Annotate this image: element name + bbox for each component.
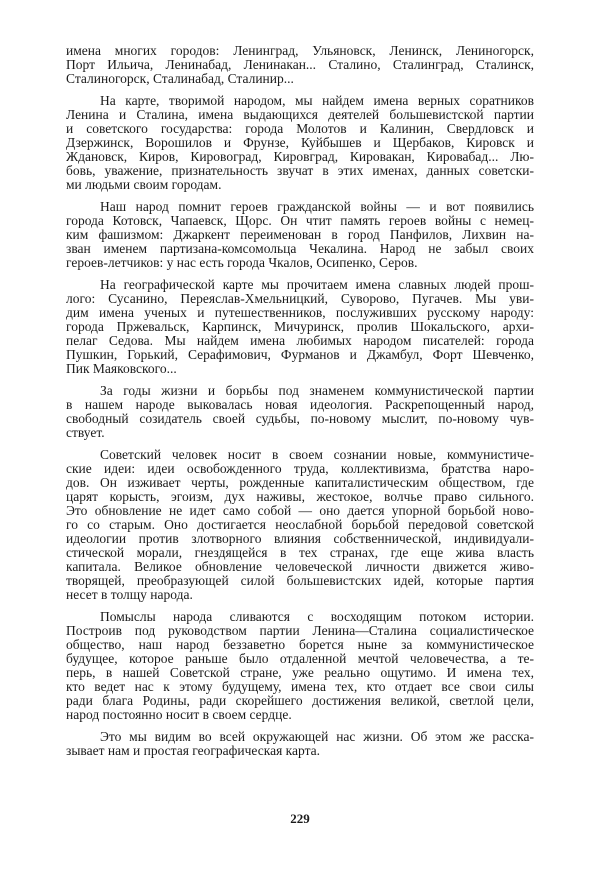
- text-line: общество, наш народ беззаветно борется ныне за коммунистическое: [66, 637, 534, 652]
- text-line: творящей, преобразующей силой большевистских идей, которые партия: [66, 573, 534, 588]
- text-line: ствует.: [66, 425, 105, 440]
- text-line: На карте, творимой народом, мы найдем имена верных соратников: [100, 93, 534, 108]
- text-line: несет в толщу народа.: [66, 587, 193, 602]
- text-line: зывает нам и простая географическая карта.: [66, 743, 321, 758]
- text-line: Построив под руководством партии Ленина—Сталина социалистическое: [66, 623, 534, 638]
- text-line: ким фашизмом: Джаркент переименован в город Панфилов, Лихвин на-: [66, 227, 534, 242]
- text-line: Ждановск, Киров, Кировоград, Кировград, Кировакан, Кировабад... Лю-: [66, 149, 534, 164]
- text-line: кто ведет нас к этому будущему, имена тех, кто отдает все свои силы: [66, 679, 534, 694]
- text-line: За годы жизни и борьбы под знаменем коммунистической партии: [100, 383, 534, 398]
- paragraph: [66, 448, 534, 602]
- text-line: героев-летчиков: у нас есть города Чкалов, Осипенко, Серов.: [66, 255, 418, 270]
- text-line: Порт Ильича, Ленинабад, Ленинакан... Сталино, Сталинград, Сталинск,: [66, 57, 534, 72]
- page-body-text: [66, 44, 534, 766]
- text-line: зван именем партизана-комсомольца Чекалина. Народ не забыл своих: [66, 241, 534, 256]
- text-line: и советского государства: города Молотов и Калинин, Свердловск и: [66, 121, 534, 136]
- paragraph: [66, 94, 534, 192]
- text-line: бовь, уважение, признательность звучат в этих именах, данных советски-: [66, 163, 534, 178]
- text-line: ми людьми своим городам.: [66, 177, 222, 192]
- text-line: капитала. Великое обновление человеческой личности движется живо-: [66, 559, 534, 574]
- paragraph: [66, 200, 534, 270]
- paragraph: [66, 384, 534, 440]
- text-line: народ постоянно носит в своем сердце.: [66, 707, 292, 722]
- text-line: Дзержинск, Ворошилов и Фрунзе, Куйбышев и Щербаков, Кировск и: [66, 135, 534, 150]
- text-line: Это обновление не идет само собой — оно дается упорной борьбой ново-: [66, 503, 534, 518]
- paragraph: [66, 44, 534, 86]
- text-line: На географической карте мы прочитаем имена славных людей прош-: [100, 277, 534, 292]
- text-line: Это мы видим во всей окружающей нас жизни. Об этом же расска-: [100, 729, 534, 744]
- text-line: дим имена ученых и путешественников, послуживших русскому народу:: [66, 305, 534, 320]
- text-line: царят корысть, эгоизм, дух наживы, жестокое, волчье право сильного.: [66, 489, 534, 504]
- text-line: перь, в нашей Советской стране, уже реально ощутимо. И имена тех,: [66, 665, 534, 680]
- text-line: лого: Сусанино, Переяслав-Хмельницкий, Суворово, Пугачев. Мы уви-: [66, 291, 534, 306]
- text-line: стической морали, гнездящейся в тех странах, где еще жива власть: [66, 545, 534, 560]
- text-line: города Котовск, Чапаевск, Щорс. Он чтит память героев войны с немец-: [66, 213, 534, 228]
- text-line: Советский человек носит в своем сознании новые, коммунистиче-: [100, 447, 534, 462]
- text-line: свободный созидатель своей судьбы, по-новому мыслит, по-новому чув-: [66, 411, 534, 426]
- text-line: Наш народ помнит героев гражданской войны — и вот появились: [100, 199, 534, 214]
- text-line: идеологии против злотворного влияния собственнической, индивидуали-: [66, 531, 534, 546]
- text-line: в нашем народе выковалась новая идеология. Раскрепощенный народ,: [66, 397, 534, 412]
- text-line: Помыслы народа сливаются с восходящим потоком истории.: [100, 609, 534, 624]
- text-line: пелаг Седова. Мы найдем имена любимых народом писателей: города: [66, 333, 534, 348]
- text-line: имена многих городов: Ленинград, Ульяновск, Ленинск, Лениногорск,: [66, 43, 534, 58]
- paragraph: [66, 610, 534, 722]
- text-line: Пик Маяковского...: [66, 361, 177, 376]
- text-line: го со старым. Оно достигается неослабной борьбой передовой советской: [66, 517, 534, 532]
- page-number: 229: [290, 811, 310, 826]
- text-line: Пушкин, Горький, Серафимович, Фурманов и Джамбул, Форт Шевченко,: [66, 347, 534, 362]
- text-line: дов. Он изживает черты, рожденные капиталистическим обществом, где: [66, 475, 534, 490]
- text-line: Ленина и Сталина, имена выдающихся деятелей большевистской партии: [66, 107, 534, 122]
- text-line: ские идеи: идеи освобожденного труда, коллективизма, братства наро-: [66, 461, 534, 476]
- text-line: города Пржевальск, Карпинск, Мичуринск, пролив Шокальского, архи-: [66, 319, 534, 334]
- paragraph: [66, 278, 534, 376]
- text-line: будущее, которое раньше было отдаленной мечтой человечества, а те-: [66, 651, 534, 666]
- text-line: Сталиногорск, Сталинабад, Сталинир...: [66, 71, 294, 86]
- paragraph: [66, 730, 534, 758]
- text-line: ради блага Родины, ради скорейшего достижения великой, светлой цели,: [66, 693, 534, 708]
